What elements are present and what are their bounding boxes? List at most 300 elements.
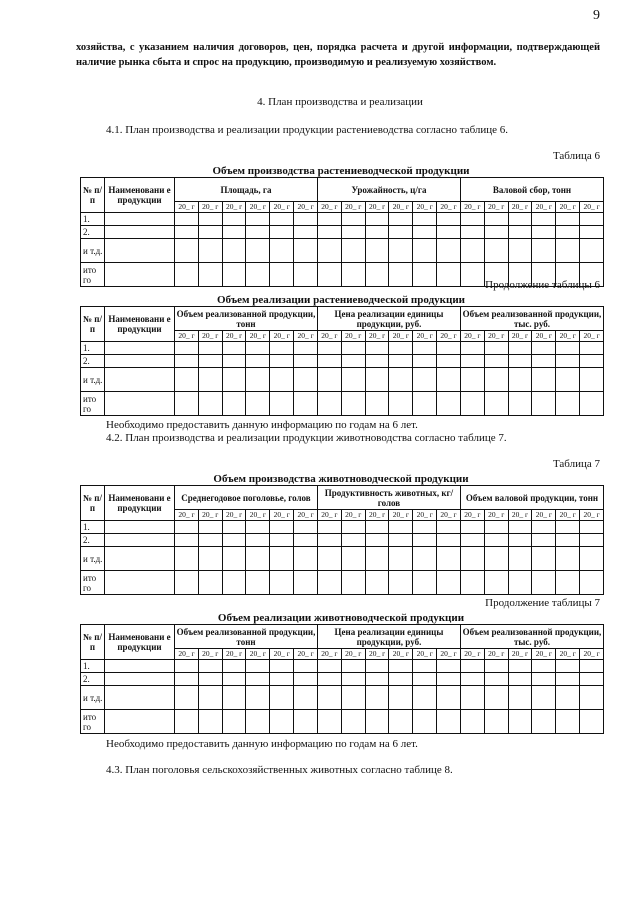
product-name-cell[interactable] [105,686,175,710]
value-cell[interactable] [222,263,246,287]
value-cell[interactable] [246,226,270,239]
value-cell[interactable] [413,368,437,392]
value-cell[interactable] [270,521,294,534]
value-cell[interactable] [317,660,341,673]
value-cell[interactable] [437,710,461,734]
value-cell[interactable] [294,213,318,226]
value-cell[interactable] [270,342,294,355]
value-cell[interactable] [365,263,389,287]
value-cell[interactable] [580,686,604,710]
value-cell[interactable] [460,392,484,416]
value-cell[interactable] [556,355,580,368]
value-cell[interactable] [508,368,532,392]
value-cell[interactable] [484,660,508,673]
value-cell[interactable] [413,239,437,263]
value-cell[interactable] [175,392,199,416]
value-cell[interactable] [294,263,318,287]
value-cell[interactable] [508,521,532,534]
value-cell[interactable] [389,673,413,686]
value-cell[interactable] [437,226,461,239]
value-cell[interactable] [532,686,556,710]
value-cell[interactable] [246,673,270,686]
product-name-cell[interactable] [105,368,175,392]
value-cell[interactable] [222,686,246,710]
value-cell[interactable] [246,392,270,416]
value-cell[interactable] [270,213,294,226]
value-cell[interactable] [437,368,461,392]
value-cell[interactable] [198,392,222,416]
value-cell[interactable] [365,342,389,355]
value-cell[interactable] [580,660,604,673]
value-cell[interactable] [222,571,246,595]
value-cell[interactable] [175,673,199,686]
value-cell[interactable] [484,534,508,547]
value-cell[interactable] [508,686,532,710]
value-cell[interactable] [556,342,580,355]
value-cell[interactable] [341,710,365,734]
value-cell[interactable] [198,213,222,226]
value-cell[interactable] [460,547,484,571]
product-name-cell[interactable] [105,660,175,673]
value-cell[interactable] [246,534,270,547]
value-cell[interactable] [198,660,222,673]
value-cell[interactable] [556,521,580,534]
value-cell[interactable] [556,213,580,226]
value-cell[interactable] [460,534,484,547]
value-cell[interactable] [437,392,461,416]
value-cell[interactable] [460,571,484,595]
value-cell[interactable] [246,342,270,355]
value-cell[interactable] [484,342,508,355]
value-cell[interactable] [294,368,318,392]
value-cell[interactable] [437,686,461,710]
value-cell[interactable] [460,521,484,534]
value-cell[interactable] [365,660,389,673]
value-cell[interactable] [246,213,270,226]
value-cell[interactable] [580,710,604,734]
value-cell[interactable] [484,368,508,392]
value-cell[interactable] [413,534,437,547]
value-cell[interactable] [341,660,365,673]
value-cell[interactable] [460,673,484,686]
value-cell[interactable] [341,673,365,686]
value-cell[interactable] [484,686,508,710]
value-cell[interactable] [365,547,389,571]
value-cell[interactable] [341,571,365,595]
value-cell[interactable] [580,342,604,355]
value-cell[interactable] [294,534,318,547]
value-cell[interactable] [222,710,246,734]
value-cell[interactable] [413,392,437,416]
value-cell[interactable] [365,392,389,416]
value-cell[interactable] [460,239,484,263]
value-cell[interactable] [317,263,341,287]
value-cell[interactable] [270,368,294,392]
value-cell[interactable] [270,534,294,547]
value-cell[interactable] [437,571,461,595]
value-cell[interactable] [580,673,604,686]
value-cell[interactable] [532,342,556,355]
value-cell[interactable] [389,534,413,547]
value-cell[interactable] [580,368,604,392]
value-cell[interactable] [246,571,270,595]
product-name-cell[interactable] [105,355,175,368]
value-cell[interactable] [175,263,199,287]
product-name-cell[interactable] [105,571,175,595]
value-cell[interactable] [317,226,341,239]
value-cell[interactable] [508,534,532,547]
value-cell[interactable] [198,673,222,686]
value-cell[interactable] [484,547,508,571]
value-cell[interactable] [437,213,461,226]
value-cell[interactable] [175,534,199,547]
value-cell[interactable] [508,710,532,734]
value-cell[interactable] [580,547,604,571]
value-cell[interactable] [175,226,199,239]
value-cell[interactable] [294,392,318,416]
header-group: Площадь, га [175,178,318,202]
value-cell[interactable] [222,213,246,226]
value-cell[interactable] [484,239,508,263]
value-cell[interactable] [270,673,294,686]
value-cell[interactable] [198,571,222,595]
value-cell[interactable] [508,673,532,686]
value-cell[interactable] [246,710,270,734]
value-cell[interactable] [484,571,508,595]
value-cell[interactable] [175,686,199,710]
value-cell[interactable] [198,226,222,239]
value-cell[interactable] [222,239,246,263]
value-cell[interactable] [246,521,270,534]
value-cell[interactable] [556,239,580,263]
value-cell[interactable] [556,534,580,547]
value-cell[interactable] [460,368,484,392]
value-cell[interactable] [484,355,508,368]
value-cell[interactable] [198,686,222,710]
value-cell[interactable] [246,368,270,392]
value-cell[interactable] [508,239,532,263]
value-cell[interactable] [460,226,484,239]
value-cell[interactable] [317,673,341,686]
value-cell[interactable] [556,673,580,686]
value-cell[interactable] [389,571,413,595]
value-cell[interactable] [222,547,246,571]
value-cell[interactable] [317,239,341,263]
value-cell[interactable] [341,263,365,287]
value-cell[interactable] [460,686,484,710]
value-cell[interactable] [532,355,556,368]
value-cell[interactable] [294,547,318,571]
value-cell[interactable] [389,521,413,534]
value-cell[interactable] [389,660,413,673]
value-cell[interactable] [246,660,270,673]
value-cell[interactable] [437,660,461,673]
value-cell[interactable] [365,368,389,392]
value-cell[interactable] [175,547,199,571]
value-cell[interactable] [508,355,532,368]
value-cell[interactable] [294,355,318,368]
product-name-cell[interactable] [105,213,175,226]
value-cell[interactable] [508,226,532,239]
value-cell[interactable] [222,355,246,368]
value-cell[interactable] [556,710,580,734]
value-cell[interactable] [580,355,604,368]
value-cell[interactable] [460,263,484,287]
value-cell[interactable] [317,547,341,571]
value-cell[interactable] [389,213,413,226]
value-cell[interactable] [175,342,199,355]
value-cell[interactable] [341,342,365,355]
value-cell[interactable] [484,392,508,416]
value-cell[interactable] [532,571,556,595]
value-cell[interactable] [222,673,246,686]
value-cell[interactable] [222,342,246,355]
value-cell[interactable] [294,226,318,239]
value-cell[interactable] [317,521,341,534]
value-cell[interactable] [317,392,341,416]
value-cell[interactable] [222,226,246,239]
value-cell[interactable] [556,547,580,571]
value-cell[interactable] [437,547,461,571]
value-cell[interactable] [341,368,365,392]
value-cell[interactable] [341,547,365,571]
product-name-cell[interactable] [105,547,175,571]
value-cell[interactable] [198,355,222,368]
product-name-cell[interactable] [105,239,175,263]
value-cell[interactable] [484,226,508,239]
value-cell[interactable] [365,521,389,534]
value-cell[interactable] [556,660,580,673]
value-cell[interactable] [270,571,294,595]
value-cell[interactable] [198,534,222,547]
value-cell[interactable] [198,710,222,734]
value-cell[interactable] [413,213,437,226]
value-cell[interactable] [317,710,341,734]
value-cell[interactable] [556,571,580,595]
value-cell[interactable] [532,660,556,673]
value-cell[interactable] [365,571,389,595]
value-cell[interactable] [198,521,222,534]
value-cell[interactable] [365,710,389,734]
value-cell[interactable] [317,686,341,710]
value-cell[interactable] [294,710,318,734]
value-cell[interactable] [222,521,246,534]
value-cell[interactable] [175,355,199,368]
value-cell[interactable] [198,263,222,287]
value-cell[interactable] [556,686,580,710]
value-cell[interactable] [580,534,604,547]
value-cell[interactable] [580,521,604,534]
value-cell[interactable] [270,686,294,710]
value-cell[interactable] [317,213,341,226]
value-cell[interactable] [317,342,341,355]
product-name-cell[interactable] [105,392,175,416]
value-cell[interactable] [270,660,294,673]
value-cell[interactable] [175,521,199,534]
value-cell[interactable] [580,392,604,416]
value-cell[interactable] [222,368,246,392]
product-name-cell[interactable] [105,710,175,734]
value-cell[interactable] [270,226,294,239]
value-cell[interactable] [341,686,365,710]
value-cell[interactable] [365,673,389,686]
value-cell[interactable] [532,368,556,392]
value-cell[interactable] [413,521,437,534]
value-cell[interactable] [317,571,341,595]
value-cell[interactable] [580,239,604,263]
value-cell[interactable] [413,263,437,287]
value-cell[interactable] [460,342,484,355]
value-cell[interactable] [246,239,270,263]
value-cell[interactable] [508,392,532,416]
value-cell[interactable] [198,342,222,355]
value-cell[interactable] [580,571,604,595]
value-cell[interactable] [270,239,294,263]
value-cell[interactable] [175,368,199,392]
value-cell[interactable] [389,392,413,416]
value-cell[interactable] [413,547,437,571]
value-cell[interactable] [389,547,413,571]
value-cell[interactable] [198,547,222,571]
product-name-cell[interactable] [105,534,175,547]
value-cell[interactable] [413,571,437,595]
value-cell[interactable] [270,355,294,368]
value-cell[interactable] [389,263,413,287]
value-cell[interactable] [532,547,556,571]
value-cell[interactable] [437,239,461,263]
value-cell[interactable] [532,226,556,239]
value-cell[interactable] [294,673,318,686]
value-cell[interactable] [508,342,532,355]
value-cell[interactable] [437,534,461,547]
value-cell[interactable] [484,213,508,226]
value-cell[interactable] [294,660,318,673]
value-cell[interactable] [508,571,532,595]
product-name-cell[interactable] [105,521,175,534]
value-cell[interactable] [532,710,556,734]
value-cell[interactable] [270,547,294,571]
value-cell[interactable] [389,239,413,263]
value-cell[interactable] [556,226,580,239]
value-cell[interactable] [484,710,508,734]
value-cell[interactable] [270,710,294,734]
value-cell[interactable] [365,355,389,368]
value-cell[interactable] [437,673,461,686]
product-name-cell[interactable] [105,342,175,355]
value-cell[interactable] [532,673,556,686]
value-cell[interactable] [365,213,389,226]
value-cell[interactable] [437,342,461,355]
value-cell[interactable] [437,355,461,368]
value-cell[interactable] [341,239,365,263]
value-cell[interactable] [389,368,413,392]
value-cell[interactable] [222,534,246,547]
value-cell[interactable] [460,660,484,673]
value-cell[interactable] [222,660,246,673]
value-cell[interactable] [246,355,270,368]
value-cell[interactable] [270,263,294,287]
value-cell[interactable] [508,213,532,226]
value-cell[interactable] [294,571,318,595]
value-cell[interactable] [389,342,413,355]
value-cell[interactable] [317,368,341,392]
value-cell[interactable] [532,239,556,263]
value-cell[interactable] [389,686,413,710]
value-cell[interactable] [317,534,341,547]
value-cell[interactable] [580,226,604,239]
value-cell[interactable] [484,673,508,686]
value-cell[interactable] [294,342,318,355]
value-cell[interactable] [413,660,437,673]
value-cell[interactable] [556,368,580,392]
value-cell[interactable] [198,239,222,263]
value-cell[interactable] [175,710,199,734]
value-cell[interactable] [175,213,199,226]
value-cell[interactable] [413,355,437,368]
value-cell[interactable] [294,686,318,710]
value-cell[interactable] [365,686,389,710]
value-cell[interactable] [175,239,199,263]
value-cell[interactable] [246,686,270,710]
value-cell[interactable] [341,534,365,547]
value-cell[interactable] [580,213,604,226]
value-cell[interactable] [317,355,341,368]
value-cell[interactable] [484,521,508,534]
value-cell[interactable] [365,534,389,547]
value-cell[interactable] [341,213,365,226]
value-cell[interactable] [222,392,246,416]
value-cell[interactable] [341,521,365,534]
value-cell[interactable] [437,263,461,287]
value-cell[interactable] [198,368,222,392]
value-cell[interactable] [294,239,318,263]
value-cell[interactable] [532,392,556,416]
value-cell[interactable] [508,547,532,571]
value-cell[interactable] [365,239,389,263]
value-cell[interactable] [413,673,437,686]
value-cell[interactable] [270,392,294,416]
value-cell[interactable] [246,547,270,571]
product-name-cell[interactable] [105,226,175,239]
value-cell[interactable] [389,710,413,734]
value-cell[interactable] [413,686,437,710]
value-cell[interactable] [556,392,580,416]
product-name-cell[interactable] [105,673,175,686]
value-cell[interactable] [365,226,389,239]
value-cell[interactable] [413,710,437,734]
value-cell[interactable] [460,213,484,226]
product-name-cell[interactable] [105,263,175,287]
value-cell[interactable] [532,213,556,226]
value-cell[interactable] [246,263,270,287]
value-cell[interactable] [532,521,556,534]
value-cell[interactable] [460,710,484,734]
value-cell[interactable] [294,521,318,534]
value-cell[interactable] [389,226,413,239]
value-cell[interactable] [413,342,437,355]
value-cell[interactable] [341,392,365,416]
value-cell[interactable] [389,355,413,368]
value-cell[interactable] [508,660,532,673]
value-cell[interactable] [460,355,484,368]
value-cell[interactable] [413,226,437,239]
value-cell[interactable] [437,521,461,534]
value-cell[interactable] [175,571,199,595]
value-cell[interactable] [341,355,365,368]
value-cell[interactable] [341,226,365,239]
value-cell[interactable] [175,660,199,673]
value-cell[interactable] [532,534,556,547]
